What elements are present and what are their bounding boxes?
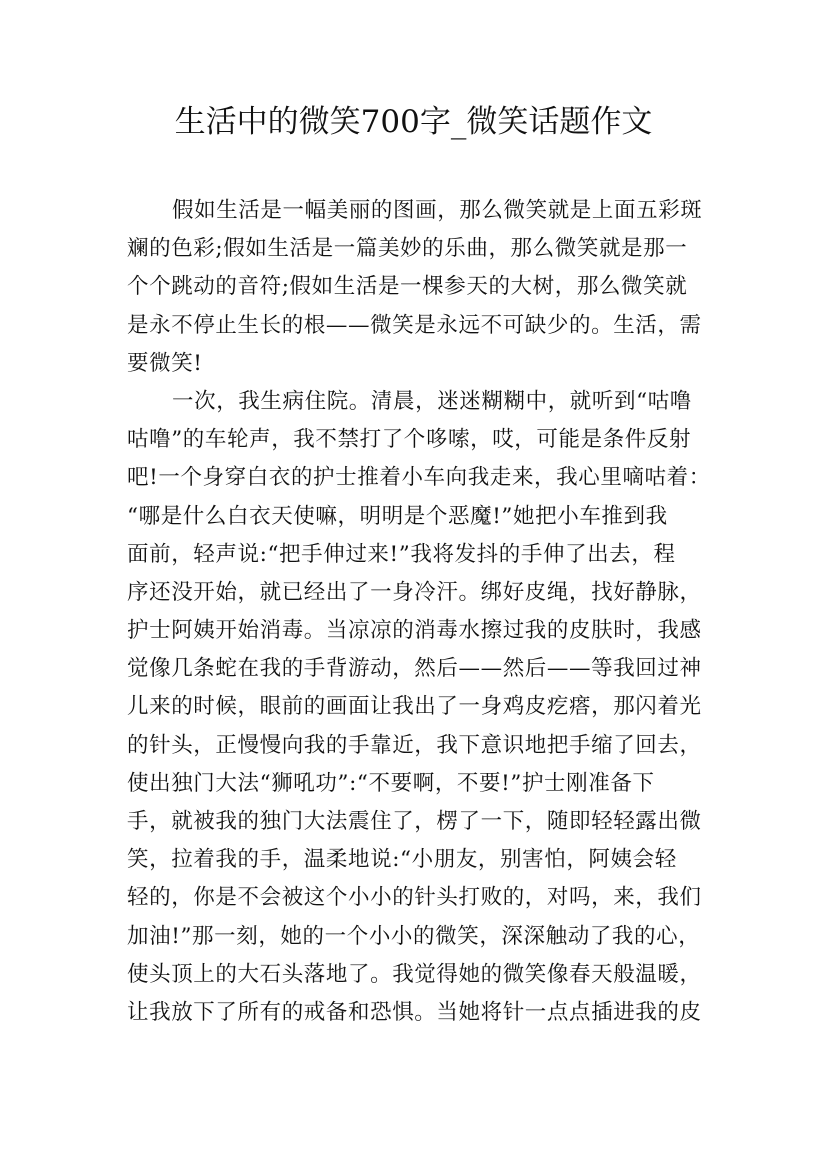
paragraph-line: 是永不停止生长的根——微笑是永远不可缺少的。生活，需 bbox=[127, 312, 702, 338]
paragraph-line: 护士阿姨开始消毒。当凉凉的消毒水擦过我的皮肤时，我感 bbox=[127, 618, 702, 644]
paragraph-line: 吧!一个身穿白衣的护士推着小车向我走来，我心里嘀咕着： bbox=[127, 465, 711, 491]
paragraph-2 bbox=[127, 383, 712, 1032]
paragraph-line: 儿来的时候，眼前的画面让我出了一身鸡皮疙瘩，那闪着光 bbox=[127, 694, 702, 720]
paragraph-line: 觉像几条蛇在我的手背游动，然后——然后——等我回过神 bbox=[127, 656, 702, 682]
paragraph-line: 序还没开始，就已经出了一身冷汗。绑好皮绳，找好静脉， bbox=[127, 579, 702, 605]
paragraph-line: 手，就被我的独门大法震住了，楞了一下，随即轻轻露出微 bbox=[127, 809, 702, 834]
paragraph-line: 的针头，正慢慢向我的手靠近，我下意识地把手缩了回去， bbox=[127, 732, 702, 758]
paragraph-line: 笑，拉着我的手，温柔地说:“小朋友，别害怕，阿姨会轻 bbox=[127, 847, 677, 873]
paragraph-line: 咕噜”的车轮声，我不禁打了个哆嗦，哎，可能是条件反射 bbox=[127, 427, 692, 453]
article-body bbox=[127, 192, 712, 1032]
paragraph-line: 使出独门大法“狮吼功”:“不要啊，不要!”护士刚准备下 bbox=[127, 770, 655, 796]
paragraph-line: 斓的色彩;假如生活是一篇美妙的乐曲，那么微笑就是那一 bbox=[127, 236, 688, 262]
paragraph-1 bbox=[127, 192, 712, 383]
paragraph-line: 要微笑! bbox=[127, 350, 203, 376]
paragraph-line: 假如生活是一幅美丽的图画，那么微笑就是上面五彩斑 bbox=[172, 198, 703, 223]
paragraph-line: 让我放下了所有的戒备和恐惧。当她将针一点点插进我的皮 bbox=[127, 999, 702, 1025]
paragraph-line: 一次，我生病住院。清晨，迷迷糊糊中，就听到“咕噜 bbox=[172, 388, 692, 414]
paragraph-line: 加油!”那一刻，她的一个小小的微笑，深深触动了我的心， bbox=[127, 923, 701, 949]
paragraph-line: 个个跳动的音符;假如生活是一棵参天的大树，那么微笑就 bbox=[127, 274, 688, 300]
paragraph-line: 使头顶上的大石头落地了。我觉得她的微笑像春天般温暖， bbox=[127, 961, 702, 987]
document-title: 生活中的微笑700字_微笑话题作文 bbox=[174, 104, 653, 140]
paragraph-line: 轻的，你是不会被这个小小的针头打败的，对吗，来，我们 bbox=[127, 885, 702, 911]
paragraph-line: “哪是什么白衣天使嘛，明明是个恶魔!”她把小车推到我 bbox=[127, 503, 668, 529]
paragraph-line: 面前，轻声说:“把手伸过来!”我将发抖的手伸了出去，程 bbox=[127, 541, 676, 567]
